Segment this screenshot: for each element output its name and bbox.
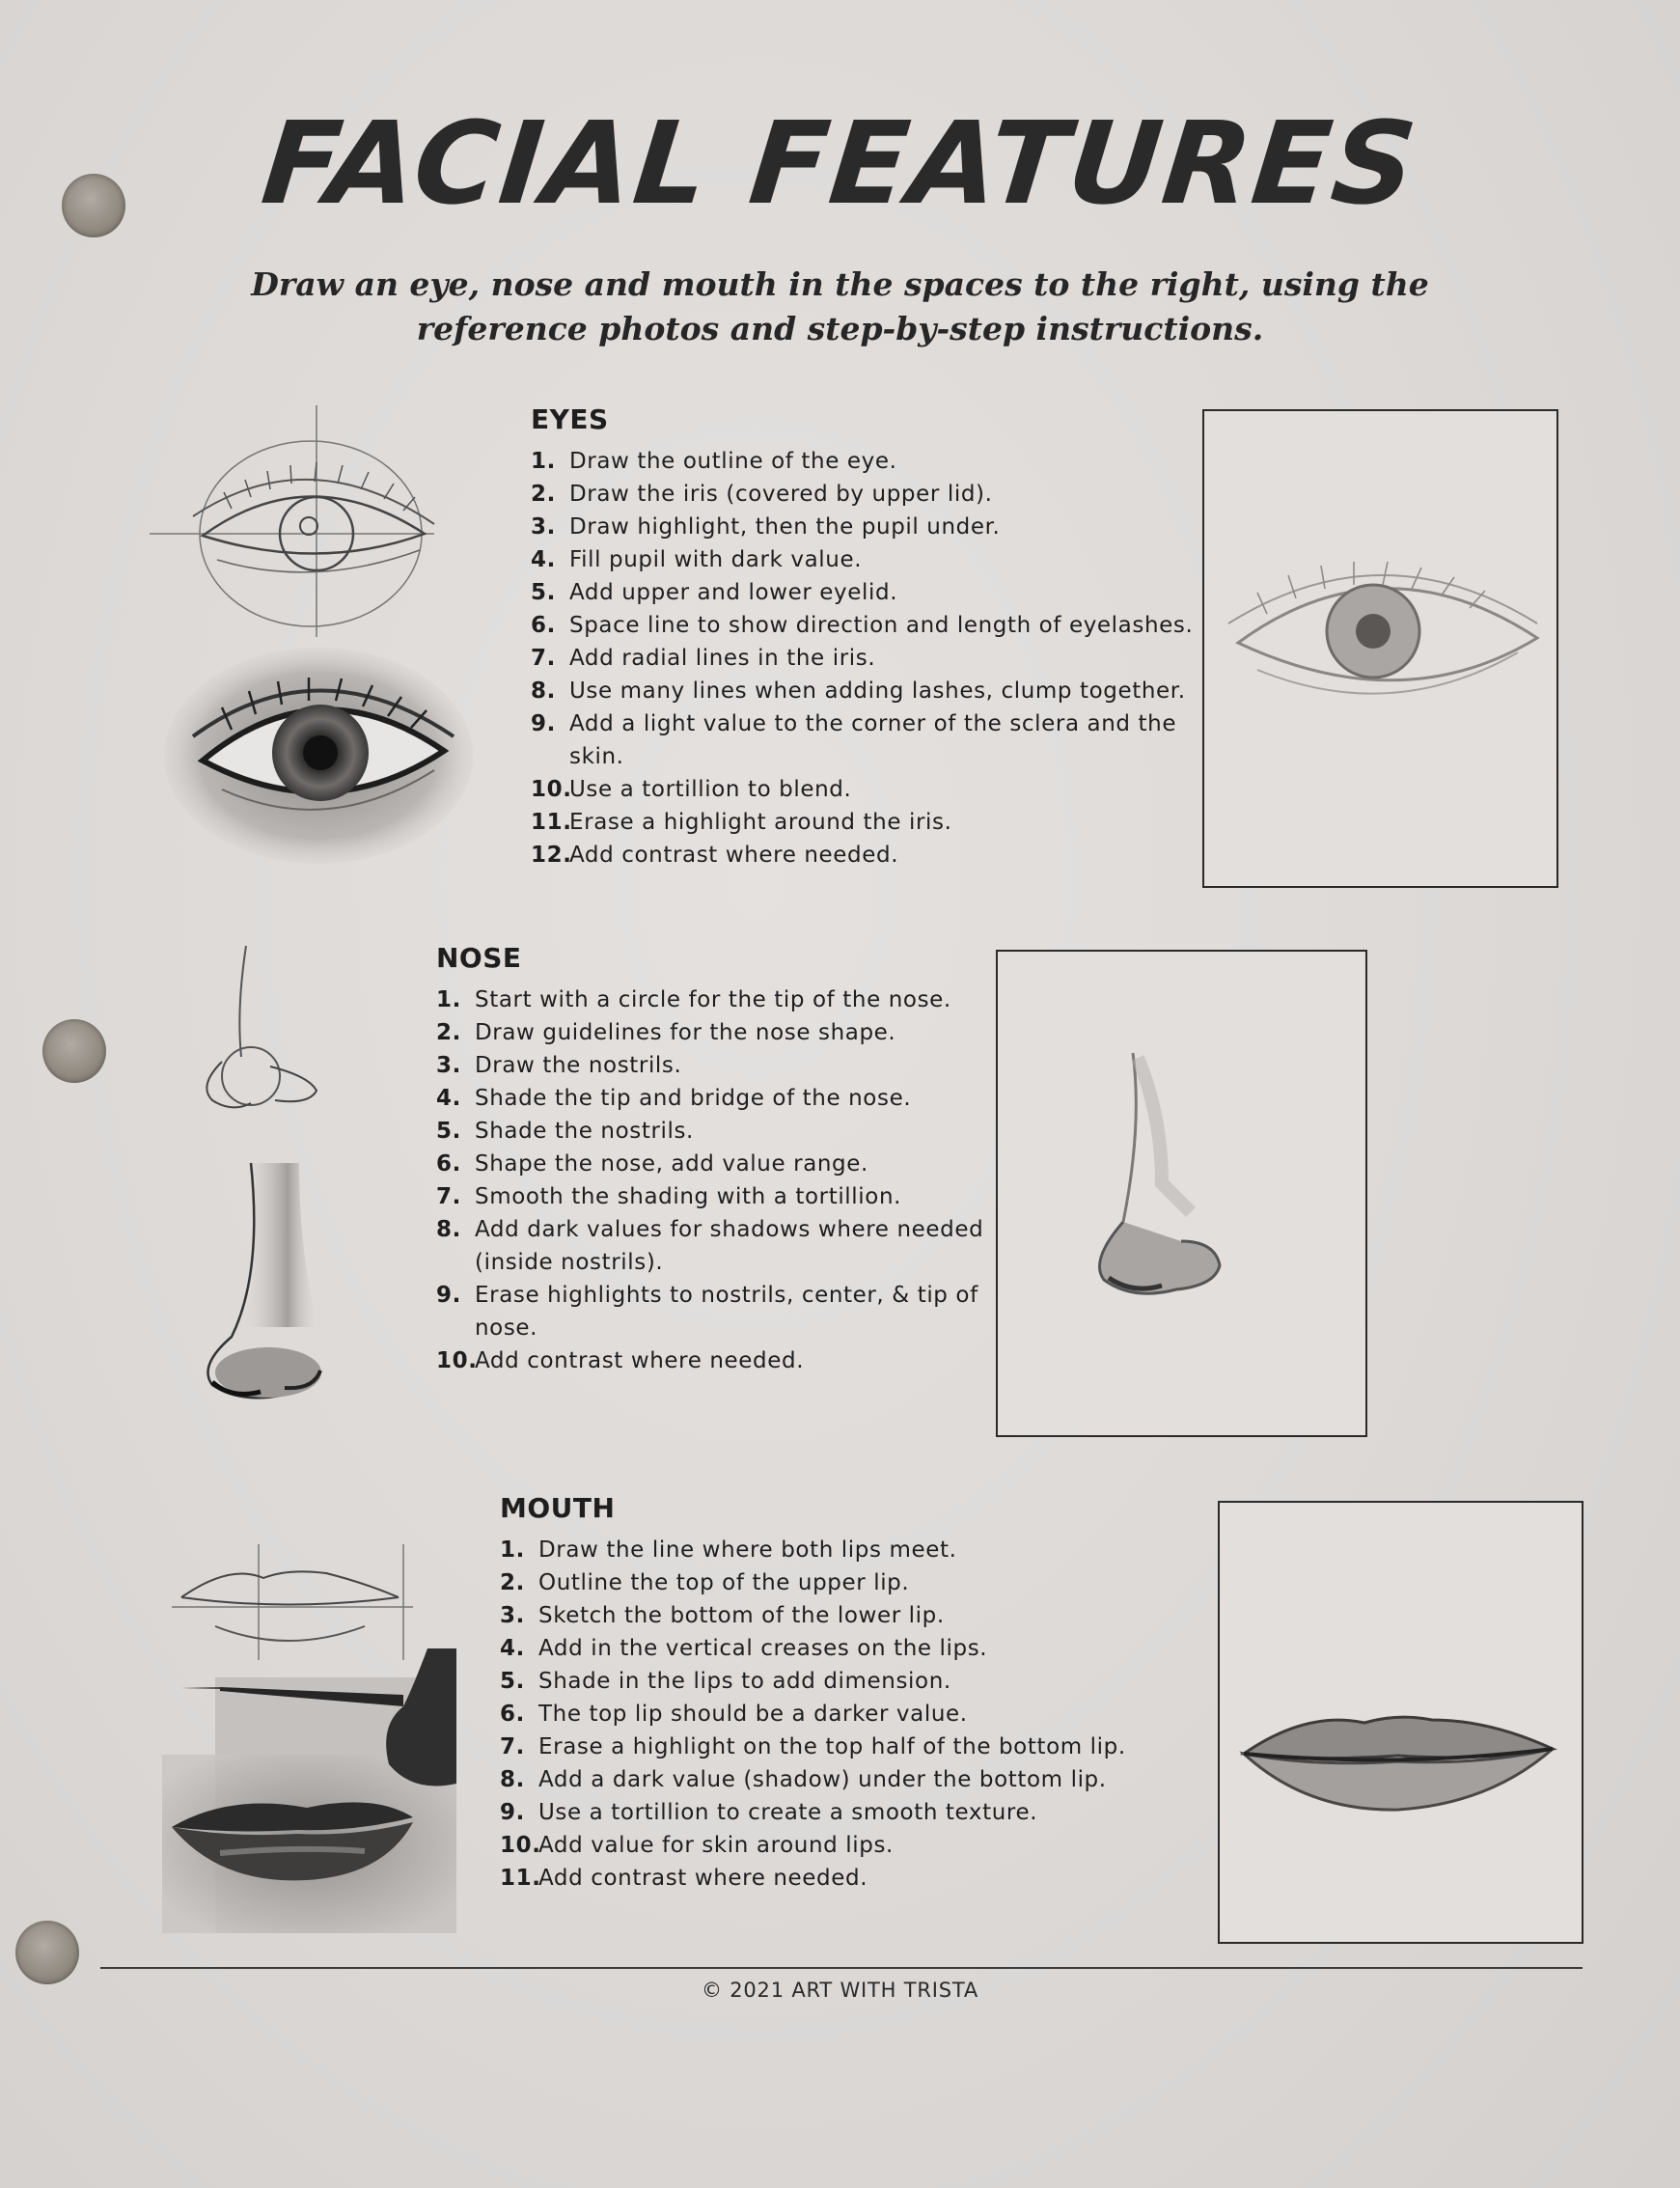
- step-text: Erase highlights to nostrils, center, & tip of nose.: [475, 1283, 978, 1341]
- nose-step: [436, 1279, 1015, 1344]
- eyes-step: [531, 675, 1206, 707]
- nose-step: [436, 1082, 1015, 1115]
- student-eye-drawing: [1228, 556, 1537, 720]
- step-text: Add contrast where needed.: [569, 843, 899, 868]
- binder-hole-bottom: [15, 1921, 79, 1984]
- step-number: 2.: [531, 482, 556, 507]
- step-number: 7.: [500, 1734, 525, 1759]
- step-number: 12.: [531, 843, 572, 868]
- step-text: Draw guidelines for the nose shape.: [475, 1020, 896, 1045]
- mouth-step: [500, 1862, 1195, 1895]
- mouth-step: [500, 1665, 1195, 1698]
- step-text: Add dark values for shadows where needed (inside nostrils).: [475, 1217, 984, 1275]
- step-text: Shade the nostrils.: [475, 1119, 694, 1144]
- step-number: 3.: [500, 1603, 525, 1628]
- step-number: 9.: [531, 711, 556, 736]
- step-text: Shade the tip and bridge of the nose.: [475, 1086, 912, 1111]
- step-text: Draw the nostrils.: [475, 1053, 682, 1078]
- mouth-step: [500, 1534, 1195, 1566]
- mouth-section: [500, 1492, 1195, 1895]
- eyes-step: [531, 576, 1206, 609]
- nose-step: [436, 1148, 1015, 1180]
- step-text: Draw the outline of the eye.: [569, 449, 897, 474]
- eyes-step: [531, 543, 1206, 576]
- step-text: Erase a highlight around the iris.: [569, 810, 952, 835]
- step-text: Use many lines when adding lashes, clump together.: [569, 679, 1186, 704]
- step-text: Shape the nose, add value range.: [475, 1151, 868, 1177]
- step-number: 8.: [500, 1767, 525, 1792]
- step-text: Draw the line where both lips meet.: [538, 1537, 957, 1563]
- step-number: 4.: [531, 547, 556, 572]
- eyes-step: [531, 478, 1206, 511]
- step-number: 1.: [436, 987, 461, 1012]
- step-text: Fill pupil with dark value.: [569, 547, 863, 572]
- step-text: Add upper and lower eyelid.: [569, 580, 898, 605]
- step-text: Add a light value to the corner of the sclera and the skin.: [569, 711, 1177, 769]
- subtitle-line-2: reference photos and step-by-step instructions.: [416, 310, 1264, 347]
- footer-divider: [100, 1967, 1583, 1969]
- eye-shaded-reference: [164, 645, 473, 867]
- eyes-step: [531, 609, 1206, 642]
- step-number: 6.: [531, 613, 556, 638]
- step-number: 5.: [500, 1669, 525, 1694]
- step-number: 3.: [531, 514, 556, 540]
- mouth-drawing-box[interactable]: [1218, 1501, 1584, 1944]
- step-text: Add contrast where needed.: [538, 1866, 868, 1891]
- eyes-step: [531, 642, 1206, 675]
- mouth-step: [500, 1599, 1195, 1632]
- step-number: 8.: [531, 679, 556, 704]
- nose-step: [436, 1344, 1015, 1377]
- page-title: FACIAL FEATURES: [256, 97, 1424, 230]
- student-mouth-drawing: [1239, 1696, 1557, 1821]
- step-number: 1.: [531, 449, 556, 474]
- step-number: 5.: [436, 1119, 461, 1144]
- subtitle-line-1: Draw an eye, nose and mouth in the spaces to the right, using the: [251, 265, 1429, 303]
- step-text: Smooth the shading with a tortillion.: [475, 1184, 902, 1209]
- nose-drawing-box[interactable]: [996, 950, 1367, 1437]
- step-number: 9.: [436, 1283, 461, 1308]
- nose-step: [436, 1016, 1015, 1049]
- nose-heading: NOSE: [436, 942, 522, 974]
- step-number: 4.: [436, 1086, 461, 1111]
- eyes-step: [531, 707, 1206, 773]
- eyes-step: [531, 773, 1206, 806]
- eyes-step: [531, 806, 1206, 839]
- eyes-step: [531, 445, 1206, 478]
- step-number: 10.: [531, 777, 572, 802]
- step-number: 10.: [436, 1348, 478, 1373]
- step-number: 5.: [531, 580, 556, 605]
- step-text: Add contrast where needed.: [475, 1348, 805, 1373]
- student-nose-drawing: [1085, 1048, 1239, 1318]
- nose-step: [436, 1180, 1015, 1213]
- step-number: 6.: [436, 1151, 461, 1177]
- step-number: 2.: [500, 1570, 525, 1595]
- binder-hole-middle: [42, 1019, 106, 1083]
- eyes-step: [531, 511, 1206, 543]
- step-number: 1.: [500, 1537, 525, 1563]
- eyes-heading: EYES: [531, 403, 609, 435]
- step-text: Draw the iris (covered by upper lid).: [569, 482, 993, 507]
- step-number: 11.: [531, 810, 572, 835]
- step-number: 9.: [500, 1800, 525, 1825]
- eyes-step: [531, 839, 1206, 872]
- nose-step: [436, 983, 1015, 1016]
- step-text: Add a dark value (shadow) under the bottom lip.: [538, 1767, 1107, 1792]
- mouth-step: [500, 1632, 1195, 1665]
- nose-steps-list: [436, 983, 1015, 1377]
- eye-sketch-reference: [145, 401, 434, 642]
- nose-sketch-reference: [193, 941, 328, 1134]
- step-number: 7.: [531, 646, 556, 671]
- copyright-footer: © 2021 ART WITH TRISTA: [701, 1979, 979, 2002]
- step-text: Use a tortillion to create a smooth texture.: [538, 1800, 1038, 1825]
- nose-shaded-reference: [193, 1158, 338, 1404]
- eyes-steps-list: [531, 445, 1206, 872]
- nose-step: [436, 1049, 1015, 1082]
- mouth-step: [500, 1731, 1195, 1763]
- nose-step: [436, 1213, 1015, 1279]
- nose-step: [436, 1115, 1015, 1148]
- eyes-section: [531, 403, 1206, 872]
- instructions-subtitle: [0, 263, 1680, 351]
- mouth-step: [500, 1829, 1195, 1862]
- step-text: Draw highlight, then the pupil under.: [569, 514, 1001, 540]
- step-text: Outline the top of the upper lip.: [538, 1570, 910, 1595]
- step-number: 4.: [500, 1636, 525, 1661]
- step-text: The top lip should be a darker value.: [538, 1702, 968, 1727]
- mouth-step: [500, 1763, 1195, 1796]
- eye-drawing-box[interactable]: [1202, 409, 1558, 888]
- mouth-heading: MOUTH: [500, 1492, 616, 1524]
- step-text: Use a tortillion to blend.: [569, 777, 852, 802]
- step-number: 7.: [436, 1184, 461, 1209]
- step-number: 8.: [436, 1217, 461, 1242]
- step-text: Space line to show direction and length of eyelashes.: [569, 613, 1194, 638]
- mouth-step: [500, 1698, 1195, 1731]
- step-number: 2.: [436, 1020, 461, 1045]
- step-text: Erase a highlight on the top half of the bottom lip.: [538, 1734, 1126, 1759]
- mouth-step: [500, 1566, 1195, 1599]
- step-text: Add value for skin around lips.: [538, 1833, 894, 1858]
- step-number: 11.: [500, 1866, 541, 1891]
- nose-section: [436, 942, 1015, 1377]
- step-text: Add radial lines in the iris.: [569, 646, 876, 671]
- mouth-shaded-reference: [162, 1648, 456, 1933]
- step-text: Shade in the lips to add dimension.: [538, 1669, 951, 1694]
- mouth-sketch-reference: [172, 1535, 413, 1660]
- step-number: 6.: [500, 1702, 525, 1727]
- step-number: 3.: [436, 1053, 461, 1078]
- step-text: Start with a circle for the tip of the nose.: [475, 987, 951, 1012]
- step-text: Sketch the bottom of the lower lip.: [538, 1603, 945, 1628]
- mouth-steps-list: [500, 1534, 1195, 1895]
- step-text: Add in the vertical creases on the lips.: [538, 1636, 988, 1661]
- step-number: 10.: [500, 1833, 541, 1858]
- mouth-step: [500, 1796, 1195, 1829]
